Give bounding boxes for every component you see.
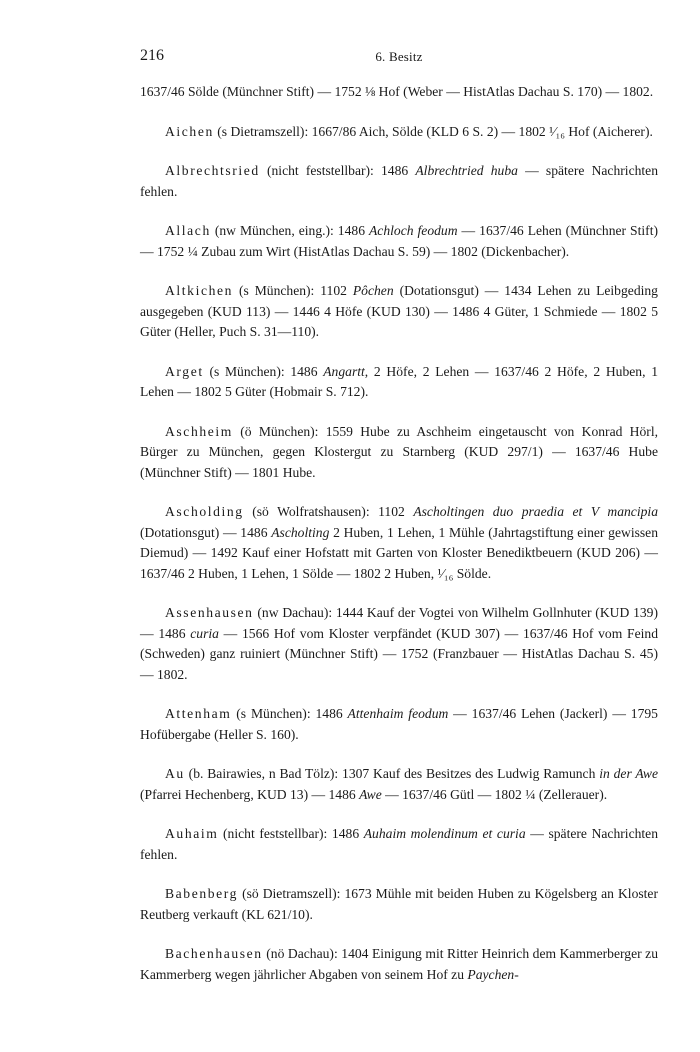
entry-arget	[140, 362, 658, 403]
entry-text: (b. Bairawies, n Bad Tölz): 1307 Kauf des Besitzes des Ludwig Ramunch	[184, 766, 600, 781]
entry-text: (s München): 1486	[203, 363, 324, 379]
entry-text: — spätere Nachrichten fehlen.	[140, 826, 659, 862]
entry-text: (Pfarrei Hechenberg, KUD 13) — 1486	[140, 786, 360, 802]
historical-name: Ascholting	[271, 524, 330, 540]
entry-allach	[140, 221, 658, 262]
place-name: Auhaim	[165, 826, 219, 841]
place-name: Attenham	[165, 706, 232, 721]
entry-au	[140, 764, 658, 805]
entry-text: — 1637/46 Gütl — 1802 ¼ (Zellerauer).	[381, 786, 608, 802]
page-number: 216	[140, 47, 164, 64]
entry-ascholding	[140, 502, 658, 584]
entry-text: (nw Dachau): 1444 Kauf der Vogtei von Wilhelm Gollnhuter (KUD 139) — 1486	[140, 605, 658, 641]
place-name: Bachenhausen	[165, 946, 263, 961]
historical-name: Paychen-	[467, 966, 519, 982]
chapter-title: 6. Besitz	[375, 49, 423, 64]
historical-name: Awe	[359, 786, 382, 802]
entry-text: (s München): 1486	[231, 706, 348, 721]
historical-name: Angartt	[323, 363, 365, 379]
place-name: Assenhausen	[165, 605, 254, 620]
place-name: Arget	[165, 363, 204, 379]
entry-text: 2 Huben, 1 Lehen, 1 Mühle (Jahrtagstiftung einer gewissen Diemud) — 1492 Kauf einer Hofstatt mit Garten von Kloster Benediktbeuern (KUD 206) — 1637/46 2 Huben, 1 Lehen, 1 Sölde — 1802 2 Huben, ¹⁄₁₆ Sölde.	[140, 524, 659, 581]
running-head	[140, 47, 658, 67]
entry-text: (s München): 1102	[233, 283, 353, 298]
historical-name: Albrechtried huba	[415, 163, 518, 178]
entry-text: (nicht feststellbar): 1486	[218, 826, 364, 841]
place-name: Au	[165, 766, 185, 781]
place-name: Babenberg	[165, 886, 239, 901]
place-name: Albrechtsried	[165, 163, 260, 178]
historical-name: Achloch feodum	[369, 223, 458, 238]
entry-text: — 1637/46 Lehen (Jackerl) — 1795 Hofübergabe (Heller S. 160).	[140, 706, 658, 742]
entry-babenberg	[140, 884, 658, 925]
entry-text: (nö Dachau): 1404 Einigung mit Ritter Heinrich dem Kammerberger zu Kammerberg wegen jährlicher Abgaben von seinem Hof zu	[140, 946, 658, 982]
historical-name: Ascholtingen duo praedia et V mancipia	[413, 504, 658, 519]
entry-albrechtsried	[140, 161, 658, 202]
body-text	[140, 82, 658, 1004]
entry-bachenhausen	[140, 944, 658, 985]
entry-text: — spätere Nachrichten fehlen.	[140, 163, 659, 199]
place-name: Aschheim	[165, 423, 233, 439]
entry-altkichen	[140, 281, 658, 343]
place-name: Aichen	[165, 123, 214, 139]
historical-name: Attenhaim feodum	[347, 706, 449, 721]
entry-text: (nw München, eing.): 1486	[210, 223, 369, 238]
entry-text: , 2 Höfe, 2 Lehen — 1637/46 2 Höfe, 2 Huben, 1 Lehen — 1802 5 Güter (Hobmair S. 712).	[140, 363, 658, 399]
entry-text: (sö Dietramszell): 1673 Mühle mit beiden Huben zu Kögelsberg an Kloster Reutberg verkauft (KL 621/10).	[140, 886, 658, 922]
historical-name: curia	[190, 625, 219, 641]
entry-text: (ö München): 1559 Hube zu Aschheim eingetauscht von Konrad Hörl, Bürger zu München, gegen Klostergut zu Starnberg (KUD 297/1) — 1637/46 Hube (Münchner Stift) — 1801 Hube.	[140, 423, 658, 480]
entry-text: — 1637/46 Lehen (Münchner Stift) — 1752 ¼ Zubau zum Wirt (HistAtlas Dachau S. 59) — 1802 (Dickenbacher).	[140, 223, 658, 259]
entry-text: (s Dietramszell): 1667/86 Aich, Sölde (KLD 6 S. 2) — 1802 ¹⁄₁₆ Hof (Aicherer).	[213, 123, 653, 139]
place-name: Ascholding	[165, 504, 244, 519]
paragraph-continuation	[140, 82, 658, 103]
entry-text: (Dotationsgut) — 1434 Lehen zu Leibgeding ausgegeben (KUD 113) — 1446 4 Höfe (KUD 130) — 1486 4 Güter, 1 Schmiede — 1802 5 Güter (Heller, Puch S. 31—110).	[140, 283, 658, 339]
entry-text: (Dotationsgut) — 1486	[140, 524, 272, 540]
historical-name: in der Awe	[599, 766, 659, 781]
continuation-text: 1637/46 Sölde (Münchner Stift) — 1752 ⅛ Hof (Weber — HistAtlas Dachau S. 170) — 1802.	[140, 84, 654, 99]
place-name: Altkichen	[165, 283, 234, 298]
entry-assenhausen	[140, 603, 658, 685]
entry-attenham	[140, 704, 658, 745]
historical-name: Auhaim molendinum et curia	[363, 826, 526, 841]
historical-name: Pôchen	[352, 283, 394, 298]
entry-text: (nicht feststellbar): 1486	[259, 163, 416, 178]
place-name: Allach	[165, 223, 211, 238]
entry-aichen	[140, 122, 658, 143]
entry-text: (sö Wolfratshausen): 1102	[243, 504, 414, 519]
entry-text: — 1566 Hof vom Kloster verpfändet (KUD 307) — 1637/46 Hof vom Feind (Schweden) ganz ruiniert (Münchner Stift) — 1752 (Franzbauer — HistAtlas Dachau S. 45) — 1802.	[140, 625, 658, 682]
entry-auhaim	[140, 824, 658, 865]
entry-aschheim	[140, 422, 658, 484]
